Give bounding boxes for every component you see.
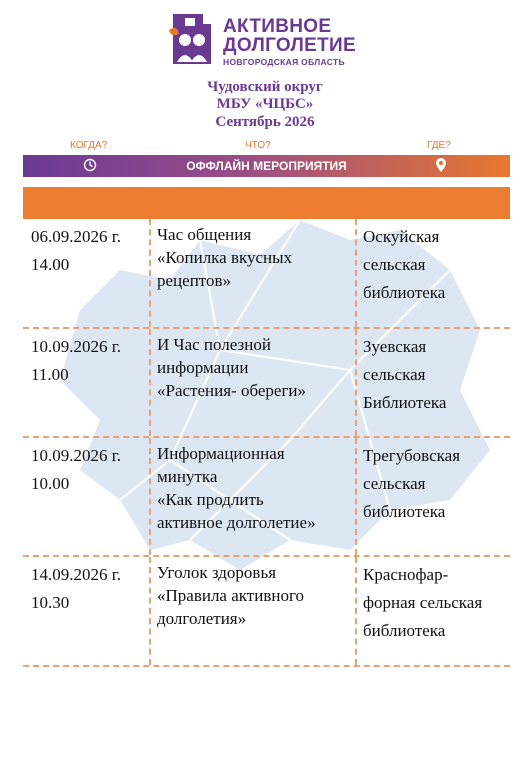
event-place-cell <box>355 329 510 436</box>
location-pin-icon <box>435 158 447 173</box>
event-row <box>23 329 510 438</box>
event-place-line: сельская <box>363 474 426 493</box>
event-title-cell <box>149 557 355 665</box>
event-title-line: активное долголетие» <box>157 513 316 532</box>
event-title-line: долголетия» <box>157 609 247 628</box>
event-row <box>23 219 510 329</box>
event-place-line: библиотека <box>363 283 446 302</box>
elderly-couple-logo-icon <box>167 10 215 68</box>
offline-events-band <box>23 155 510 177</box>
event-place-line: сельская <box>363 365 426 384</box>
band-title: ОФФЛАЙН МЕРОПРИЯТИЯ <box>186 159 347 173</box>
event-place-line: сельская <box>363 255 426 274</box>
event-title-line: «Как продлить <box>157 490 264 509</box>
event-date-cell <box>23 438 149 555</box>
event-title-line: «Правила активного <box>157 586 305 605</box>
event-title-line: Час общения <box>157 225 252 244</box>
event-title-cell <box>149 438 355 555</box>
event-place-line: Оскуйская <box>363 227 440 246</box>
events-table <box>23 219 510 667</box>
table-header-bar <box>23 187 510 219</box>
event-date-cell <box>23 557 149 665</box>
logo-title-line1: АКТИВНОЕ <box>223 16 332 37</box>
event-date-cell <box>23 329 149 436</box>
event-title-line: минутка <box>157 467 218 486</box>
event-title-line: Уголок здоровья <box>157 563 277 582</box>
event-place-line: библиотека <box>363 502 446 521</box>
logo-title-line2: ДОЛГОЛЕТИЕ <box>223 35 356 56</box>
event-date-cell <box>23 219 149 327</box>
organization-heading: МБУ «ЧЦБС» <box>216 96 314 112</box>
event-title-line: рецептов» <box>157 271 232 290</box>
event-row <box>23 557 510 667</box>
event-time: 11.00 <box>31 365 69 384</box>
event-place-line: Краснофар- <box>363 565 449 584</box>
event-place-line: библиотека <box>363 621 446 640</box>
event-date: 10.09.2026 г. <box>31 337 122 356</box>
what-question: ЧТО? <box>245 140 271 151</box>
period-heading: Сентябрь 2026 <box>215 114 315 130</box>
event-place-line: Трегубовская <box>363 446 461 465</box>
district-heading: Чудовский округ <box>207 79 323 95</box>
event-date: 14.09.2026 г. <box>31 565 122 584</box>
event-date: 10.09.2026 г. <box>31 446 122 465</box>
event-row <box>23 438 510 557</box>
event-title-cell <box>149 219 355 327</box>
logo-region: НОВГОРОДСКАЯ ОБЛАСТЬ <box>223 57 345 67</box>
event-place-cell <box>355 557 510 665</box>
event-date: 06.09.2026 г. <box>31 227 122 246</box>
event-title-line: Информационная <box>157 444 285 463</box>
active-longevity-logo <box>167 10 367 72</box>
when-question: КОГДА? <box>70 140 108 151</box>
event-time: 10.00 <box>31 474 70 493</box>
where-question: ГДЕ? <box>427 140 451 151</box>
event-place-cell <box>355 438 510 555</box>
event-place-line: форная сельская <box>363 593 483 612</box>
event-title-line: «Растения- обереги» <box>157 381 307 400</box>
event-title-cell <box>149 329 355 436</box>
event-place-line: Зуевская <box>363 337 427 356</box>
event-place-cell <box>355 219 510 327</box>
event-time: 14.00 <box>31 255 70 274</box>
event-title-line: информации <box>157 358 249 377</box>
event-title-line: «Копилка вкусных <box>157 248 293 267</box>
event-place-line: Библиотека <box>363 393 447 412</box>
event-title-line: И Час полезной <box>157 335 271 354</box>
event-time: 10.30 <box>31 593 70 612</box>
